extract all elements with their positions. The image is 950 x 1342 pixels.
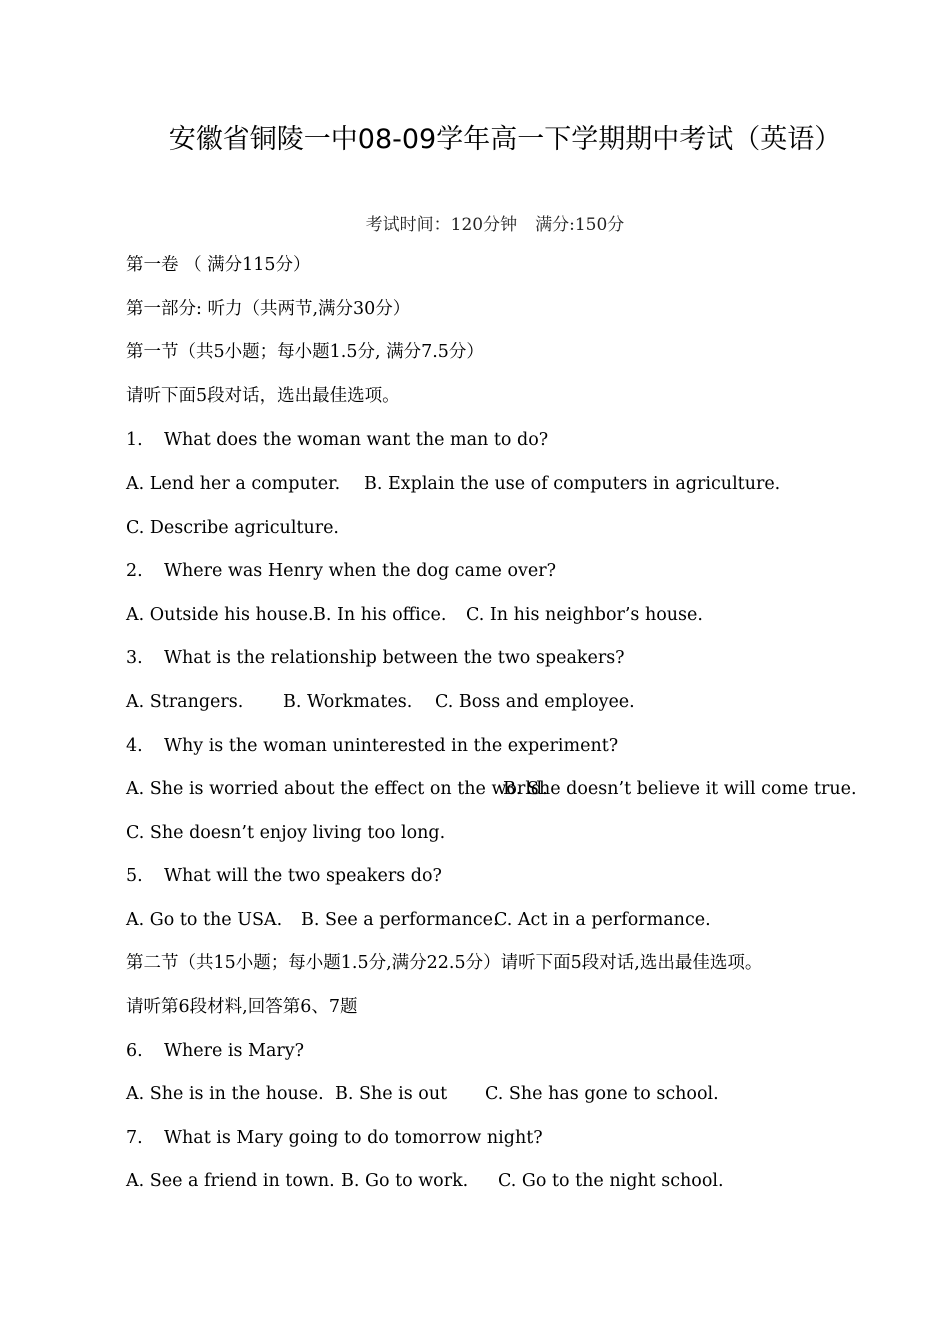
question-2 [126,559,556,583]
option-a: A. Outside his house. [126,605,314,625]
option-a: A. Go to the USA. [126,910,283,930]
option-b: B. Go to work. [341,1171,469,1191]
question-number: 5. [126,866,143,886]
question-number: 2. [126,561,143,581]
option-a: A. She is worried about the effect on the world. [126,779,548,799]
question-4-options-2 [126,821,445,845]
question-5 [126,864,442,888]
question-7-options [126,1169,724,1193]
section-heading-1: 第一节（共5小题；每小题1.5分, 满分7.5分） [126,342,484,362]
question-number: 6. [126,1041,143,1061]
option-a: A. Lend her a computer. [126,474,341,494]
question-number: 4. [126,736,143,756]
option-a: A. See a friend in town. [126,1171,335,1191]
exam-full-score: 满分:150分 [535,215,625,235]
instruction-1: 请听下面5段对话，选出最佳选项。 [126,386,400,406]
question-3-options [126,690,635,714]
question-text: Why is the woman uninterested in the experiment? [164,736,619,756]
option-b: B. She is out [335,1084,448,1104]
option-b: B. See a performance. [301,910,499,930]
question-1-options [126,472,780,496]
page-title: 安徽省铜陵一中08-09学年高一下学期期中考试（英语） [168,124,842,155]
volume-heading: 第一卷 （ 满分115分） [126,255,311,275]
question-4 [126,734,618,758]
option-b: B. Explain the use of computers in agriculture. [364,474,781,494]
part-heading: 第一部分: 听力（共两节,满分30分） [126,299,411,319]
question-3 [126,646,625,670]
option-c: C. She doesn’t enjoy living too long. [126,823,446,843]
option-c: C. Act in a performance. [494,910,711,930]
question-number: 7. [126,1128,143,1148]
option-c: C. Describe agriculture. [126,518,339,538]
option-a: A. She is in the house. [126,1084,324,1104]
instruction-2: 请听第6段材料,回答第6、7题 [126,997,358,1017]
option-c: C. Go to the night school. [498,1171,724,1191]
question-7 [126,1126,543,1150]
question-4-options [126,777,857,801]
question-text: What does the woman want the man to do? [164,430,549,450]
question-text: Where is Mary? [164,1041,305,1061]
option-c: C. Boss and employee. [435,692,635,712]
question-text: What is Mary going to do tomorrow night? [164,1128,543,1148]
option-b: B. She doesn’t believe it will come true. [503,779,857,799]
question-2-options [126,603,703,627]
section-heading-2: 第二节（共15小题；每小题1.5分,满分22.5分）请听下面5段对话,选出最佳选项。 [126,953,763,973]
question-number: 1. [126,430,143,450]
question-1 [126,428,548,452]
question-text: What is the relationship between the two speakers? [164,648,625,668]
option-c: C. She has gone to school. [485,1084,719,1104]
option-b: B. In his office. [313,605,447,625]
option-b: B. Workmates. [283,692,413,712]
question-number: 3. [126,648,143,668]
question-5-options [126,908,711,932]
exam-time: 考试时间：120分钟 [365,215,518,235]
question-6-options [126,1082,719,1106]
question-6 [126,1039,304,1063]
question-1-options-2 [126,516,339,540]
exam-info [0,213,950,237]
option-a: A. Strangers. [126,692,244,712]
question-text: Where was Henry when the dog came over? [164,561,556,581]
question-text: What will the two speakers do? [164,866,442,886]
option-c: C. In his neighbor’s house. [466,605,703,625]
